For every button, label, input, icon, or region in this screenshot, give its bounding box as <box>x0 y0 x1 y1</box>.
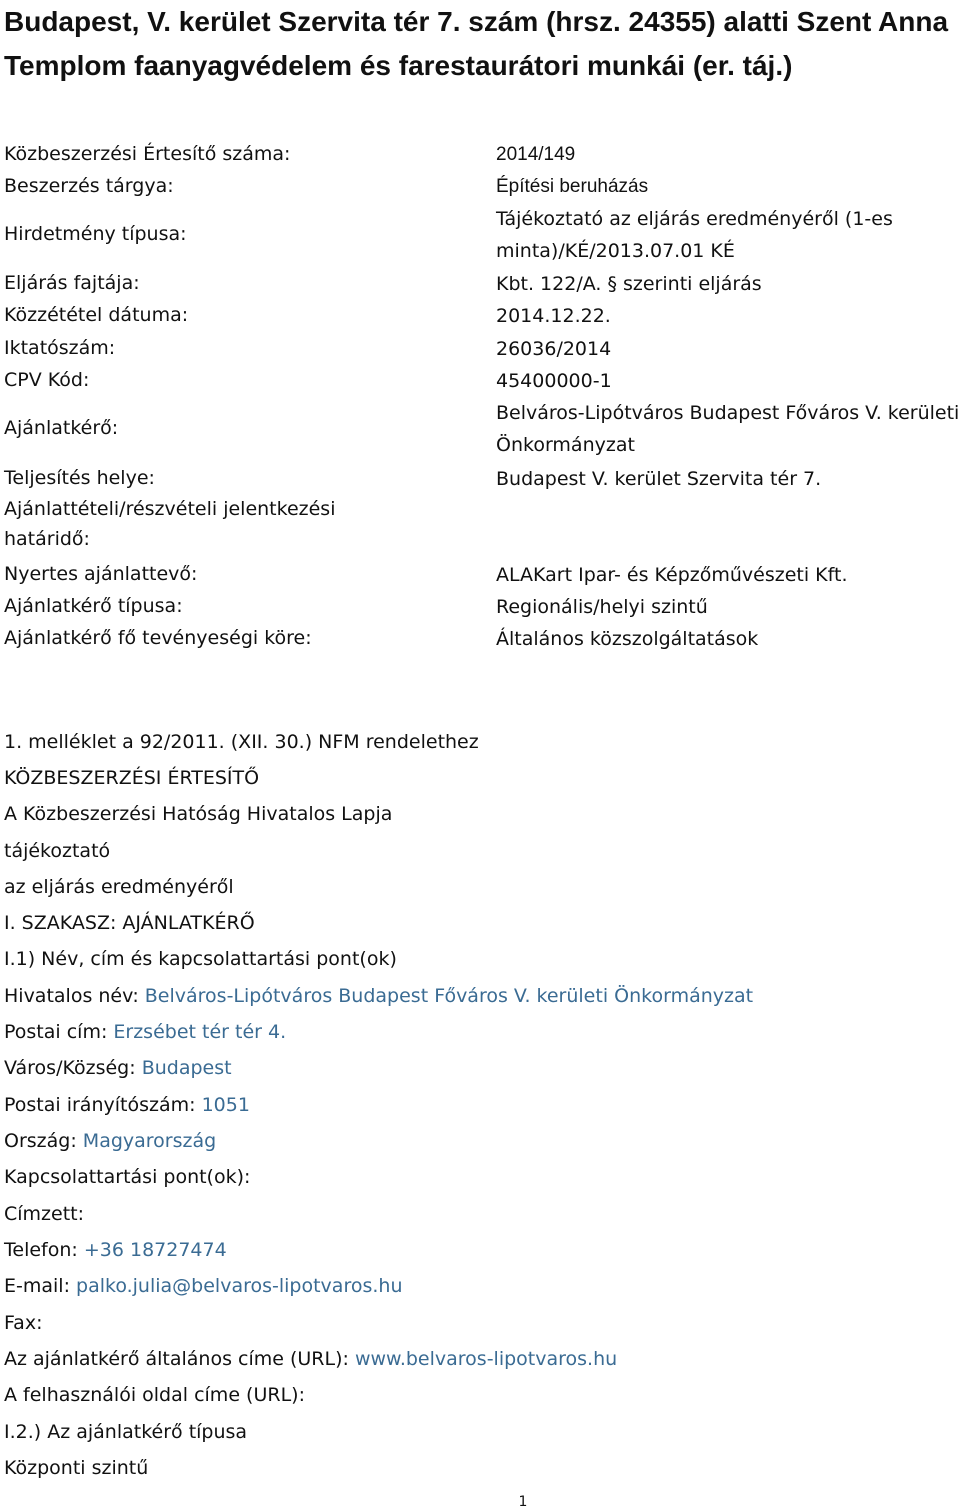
buyer-profile-label: A felhasználói oldal címe (URL): <box>4 1384 305 1406</box>
email-link[interactable]: palko.julia@belvaros-lipotvaros.hu <box>76 1275 403 1297</box>
meta-value: 2014.12.22. <box>496 305 611 327</box>
meta-label: Nyertes ajánlattevő: <box>4 563 198 585</box>
meta-label: Hirdetmény típusa: <box>4 223 187 245</box>
field-value: Erzsébet tér tér 4. <box>113 1021 287 1043</box>
field-label: Postai irányítószám: <box>4 1094 202 1116</box>
meta-label: Eljárás fajtája: <box>4 272 140 294</box>
gazette-subtitle: A Közbeszerzési Hatóság Hivatalos Lapja <box>4 803 393 825</box>
field-label: Város/Község: <box>4 1057 142 1079</box>
meta-value: Általános közszolgáltatások <box>496 628 759 650</box>
field-label: Az ajánlatkérő általános címe (URL): <box>4 1348 355 1370</box>
field-label: Hivatalos név: <box>4 985 145 1007</box>
section-heading: I. SZAKASZ: AJÁNLATKÉRŐ <box>4 912 255 934</box>
meta-value: 45400000-1 <box>496 370 612 392</box>
meta-label: CPV Kód: <box>4 369 90 391</box>
city-line <box>4 1054 954 1082</box>
meta-label: Iktatószám: <box>4 337 116 359</box>
field-label: Postai cím: <box>4 1021 114 1043</box>
subsection-heading: I.1) Név, cím és kapcsolattartási pont(ok) <box>4 948 397 970</box>
field-value: Budapest <box>141 1057 232 1079</box>
meta-label: Beszerzés tárgya: <box>4 175 174 197</box>
document-title: Budapest, V. kerület Szervita tér 7. szám (hrsz. 24355) alatti Szent Anna Templom faanyagvédelem és farestaurátori munkái (er. táj.) <box>4 6 949 81</box>
country-line <box>4 1127 954 1155</box>
field-value: Belváros-Lipótváros Budapest Főváros V. kerületi Önkormányzat <box>144 985 754 1007</box>
meta-value: Építési beruházás <box>496 176 649 197</box>
url-line <box>4 1345 954 1373</box>
field-value: +36 18727474 <box>83 1239 227 1261</box>
contact-points-label: Kapcsolattartási pont(ok): <box>4 1166 251 1188</box>
gazette-name: KÖZBESZERZÉSI ÉRTESÍTŐ <box>4 767 260 789</box>
meta-label: Ajánlattételi/részvételi jelentkezési határidő: <box>4 498 336 550</box>
field-label: E-mail: <box>4 1275 77 1297</box>
meta-label: Ajánlatkérő: <box>4 417 119 439</box>
page-number: 1 <box>518 1494 528 1510</box>
meta-label: Közbeszerzési Értesítő száma: <box>4 143 291 165</box>
meta-label: Közzététel dátuma: <box>4 304 189 326</box>
field-value: 1051 <box>201 1094 250 1116</box>
postcode-line <box>4 1091 954 1119</box>
meta-value: Regionális/helyi szintű <box>496 596 708 618</box>
meta-value: Kbt. 122/A. § szerinti eljárás <box>496 273 762 295</box>
meta-label: Teljesítés helye: <box>4 467 155 489</box>
fax-label: Fax: <box>4 1312 43 1334</box>
field-value: Magyarország <box>82 1130 217 1152</box>
meta-label: Ajánlatkérő fő tevényeségi köre: <box>4 627 312 649</box>
phone-line <box>4 1236 954 1264</box>
buyer-type-value: Központi szintű <box>4 1457 149 1479</box>
buyer-type-heading: I.2.) Az ajánlatkérő típusa <box>4 1421 248 1443</box>
meta-label: Ajánlatkérő típusa: <box>4 595 183 617</box>
meta-value: Tájékoztató az eljárás eredményéről (1-es minta)/KÉ/2013.07.01 KÉ <box>496 208 893 262</box>
meta-value: ALAKart Ipar- és Képzőművészeti Kft. <box>496 564 848 586</box>
annex-reference: 1. melléklet a 92/2011. (XII. 30.) NFM rendelethez <box>4 731 479 753</box>
meta-value: 26036/2014 <box>496 338 612 360</box>
notice-subject: az eljárás eredményéről <box>4 876 234 898</box>
meta-value: Budapest V. kerület Szervita tér 7. <box>496 468 822 490</box>
addressee-label: Címzett: <box>4 1203 85 1225</box>
email-line <box>4 1272 954 1300</box>
official-name-line <box>4 982 954 1010</box>
website-link[interactable]: www.belvaros-lipotvaros.hu <box>354 1348 618 1370</box>
notice-type: tájékoztató <box>4 840 111 862</box>
postal-address-line <box>4 1018 954 1046</box>
field-label: Telefon: <box>4 1239 84 1261</box>
field-label: Ország: <box>4 1130 83 1152</box>
meta-value: Belváros-Lipótváros Budapest Főváros V. kerületi Önkormányzat <box>496 402 960 456</box>
meta-value: 2014/149 <box>496 144 576 165</box>
